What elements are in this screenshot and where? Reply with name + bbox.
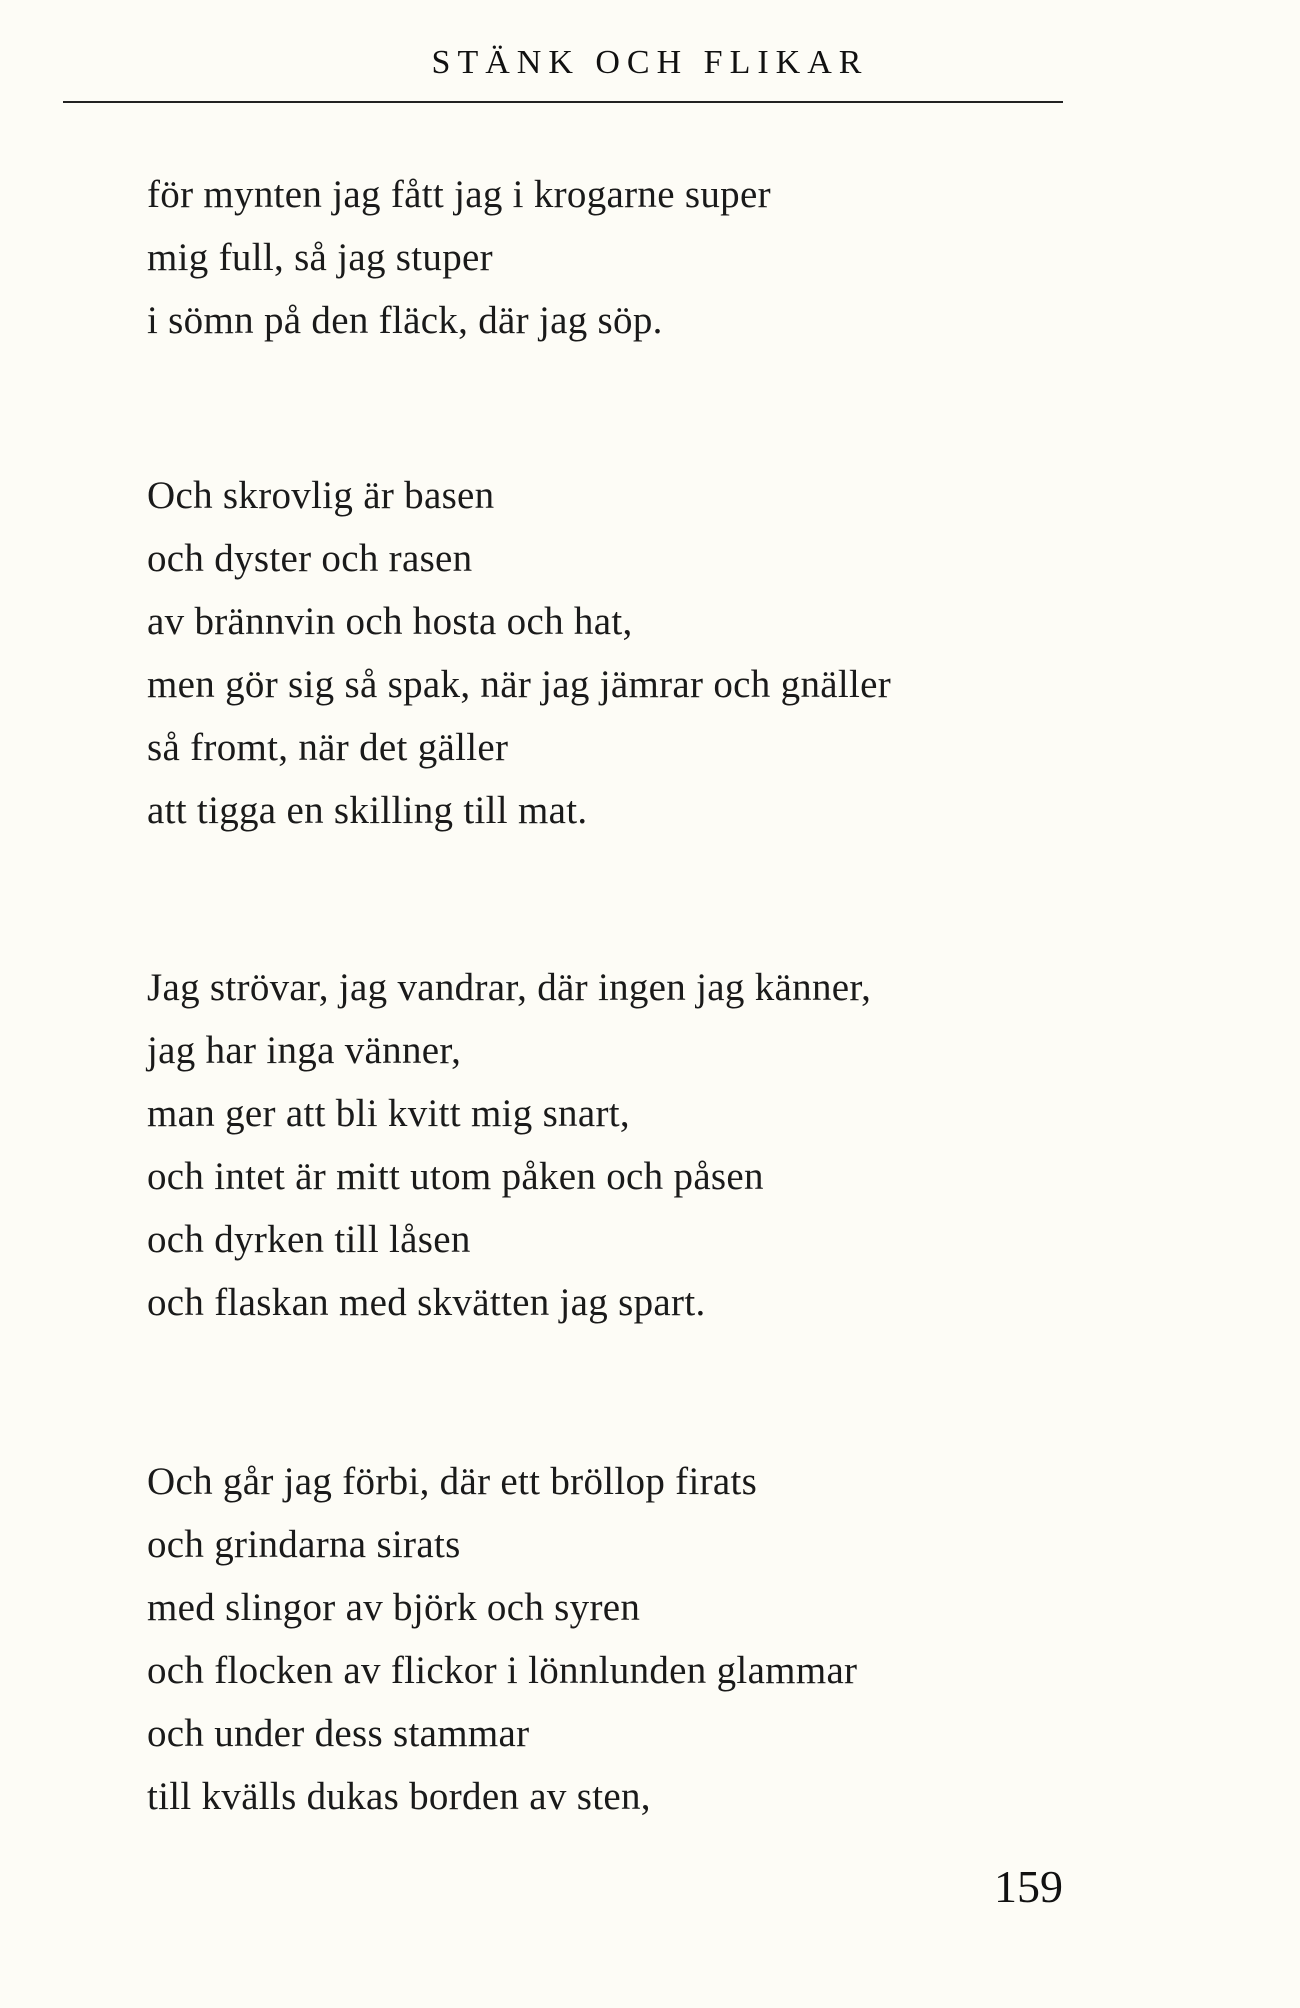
verse-line: och flocken av flickor i lönnlunden glammar xyxy=(147,1649,858,1692)
verse-line: och under dess stammar xyxy=(147,1712,530,1755)
verse-line: med slingor av björk och syren xyxy=(147,1586,641,1629)
stanza-1 xyxy=(147,163,771,352)
page-number: 159 xyxy=(994,1861,1063,1912)
verse-line: och intet är mitt utom påken och påsen xyxy=(147,1155,764,1198)
verse-line: så fromt, när det gäller xyxy=(147,726,509,769)
verse-line: Och går jag förbi, där ett bröllop firats xyxy=(147,1460,758,1503)
verse-line: och dyster och rasen xyxy=(147,537,473,580)
verse-line: men gör sig så spak, när jag jämrar och gnäller xyxy=(147,663,892,706)
verse-line: Och skrovlig är basen xyxy=(147,474,495,517)
header-rule xyxy=(63,101,1063,103)
verse-line: av brännvin och hosta och hat, xyxy=(147,600,633,643)
running-head-title: STÄNK OCH FLIKAR xyxy=(431,44,869,81)
verse-line: Jag strövar, jag vandrar, där ingen jag känner, xyxy=(147,966,872,1009)
verse-line: och dyrken till låsen xyxy=(147,1218,471,1261)
verse-line: mig full, så jag stuper xyxy=(147,236,493,279)
verse-line: och grindarna sirats xyxy=(147,1523,461,1566)
verse-line: man ger att bli kvitt mig snart, xyxy=(147,1092,630,1135)
verse-line: att tigga en skilling till mat. xyxy=(147,789,588,832)
stanza-2 xyxy=(147,464,891,842)
verse-line: och flaskan med skvätten jag spart. xyxy=(147,1281,706,1324)
stanza-3 xyxy=(147,956,871,1334)
verse-line: jag har inga vänner, xyxy=(147,1029,462,1072)
verse-line: till kvälls dukas borden av sten, xyxy=(147,1775,651,1818)
stanza-4 xyxy=(147,1450,857,1828)
verse-line: i sömn på den fläck, där jag söp. xyxy=(147,299,663,342)
verse-line: för mynten jag fått jag i krogarne super xyxy=(147,173,771,216)
